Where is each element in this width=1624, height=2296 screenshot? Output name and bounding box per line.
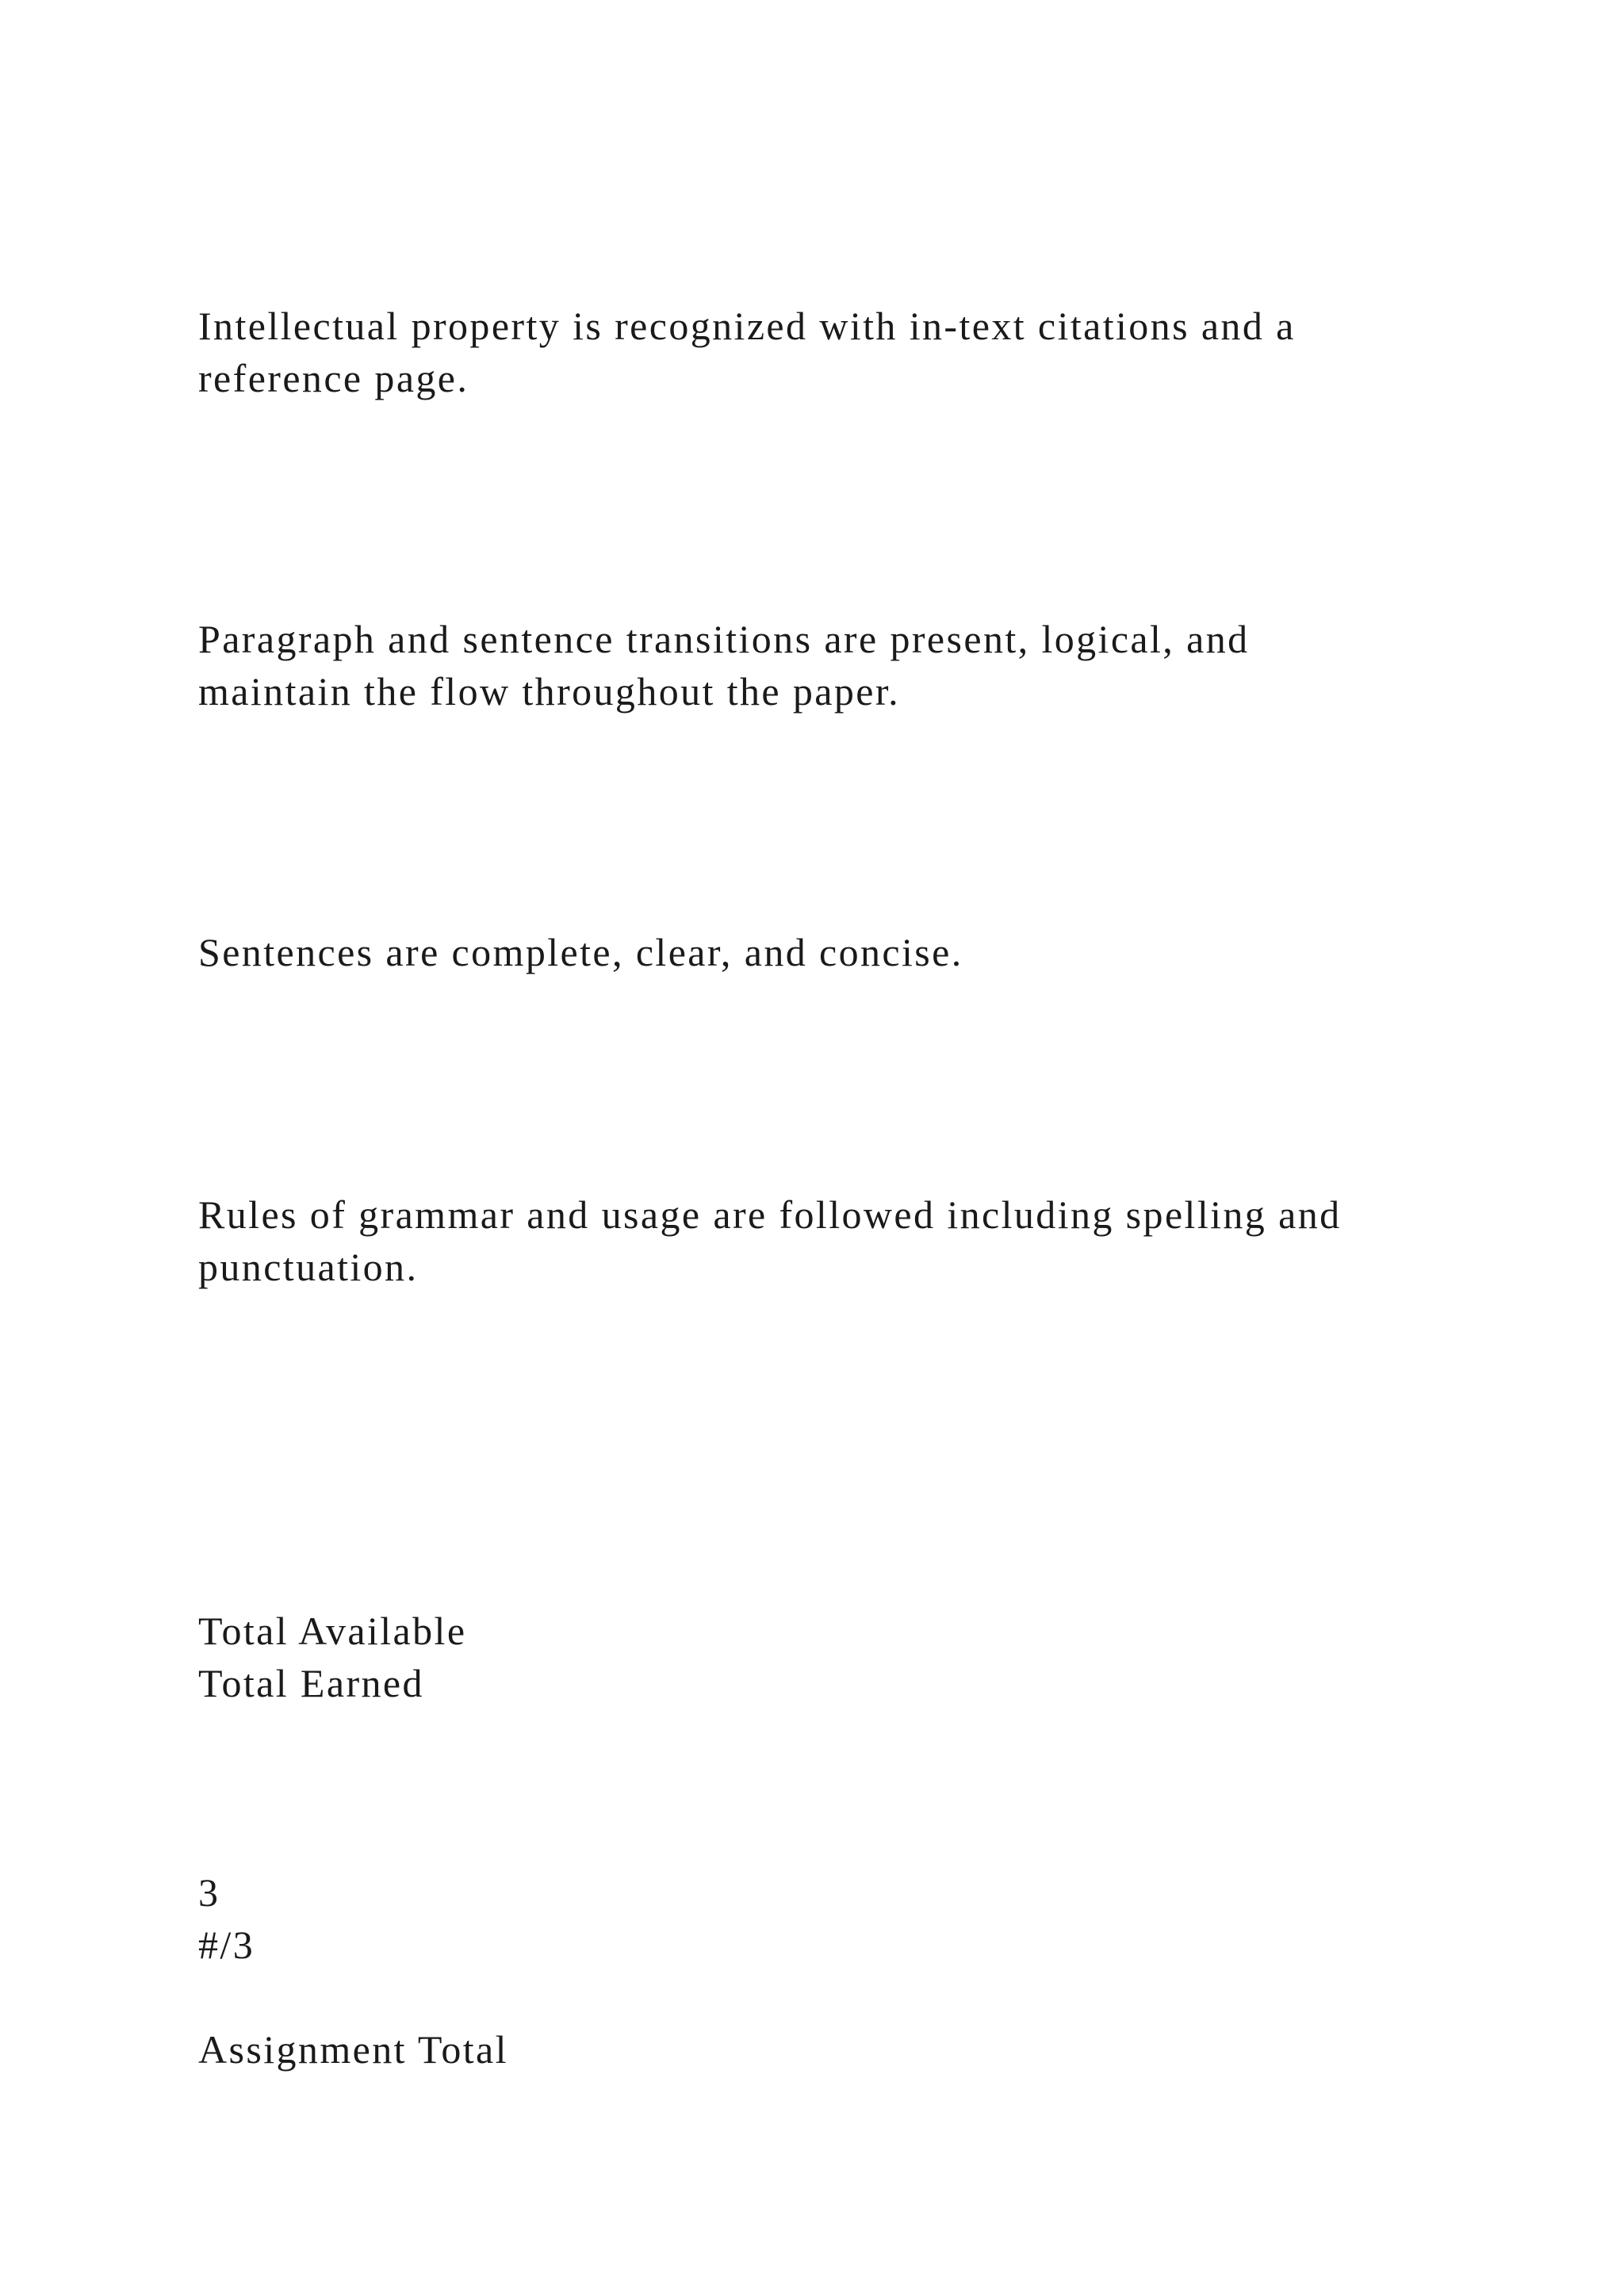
assignment-total-label: Assignment Total [198, 2027, 508, 2072]
criterion-4-line-2: punctuation. [198, 1245, 419, 1289]
criterion-1-line-2: reference page. [198, 356, 469, 400]
criterion-1-line-1: Intellectual property is recognized with in-text citations and a [198, 304, 1296, 348]
total-available-label: Total Available [198, 1609, 467, 1653]
total-earned-value: #/3 [198, 1923, 255, 1967]
criterion-3-line-1: Sentences are complete, clear, and concise. [198, 930, 963, 974]
total-available-value: 3 [198, 1870, 220, 1915]
criterion-4-line-1: Rules of grammar and usage are followed including spelling and [198, 1192, 1342, 1237]
criterion-2-line-2: maintain the flow throughout the paper. [198, 669, 901, 714]
total-earned-label: Total Earned [198, 1661, 424, 1705]
criterion-2-line-1: Paragraph and sentence transitions are present, logical, and [198, 617, 1250, 661]
